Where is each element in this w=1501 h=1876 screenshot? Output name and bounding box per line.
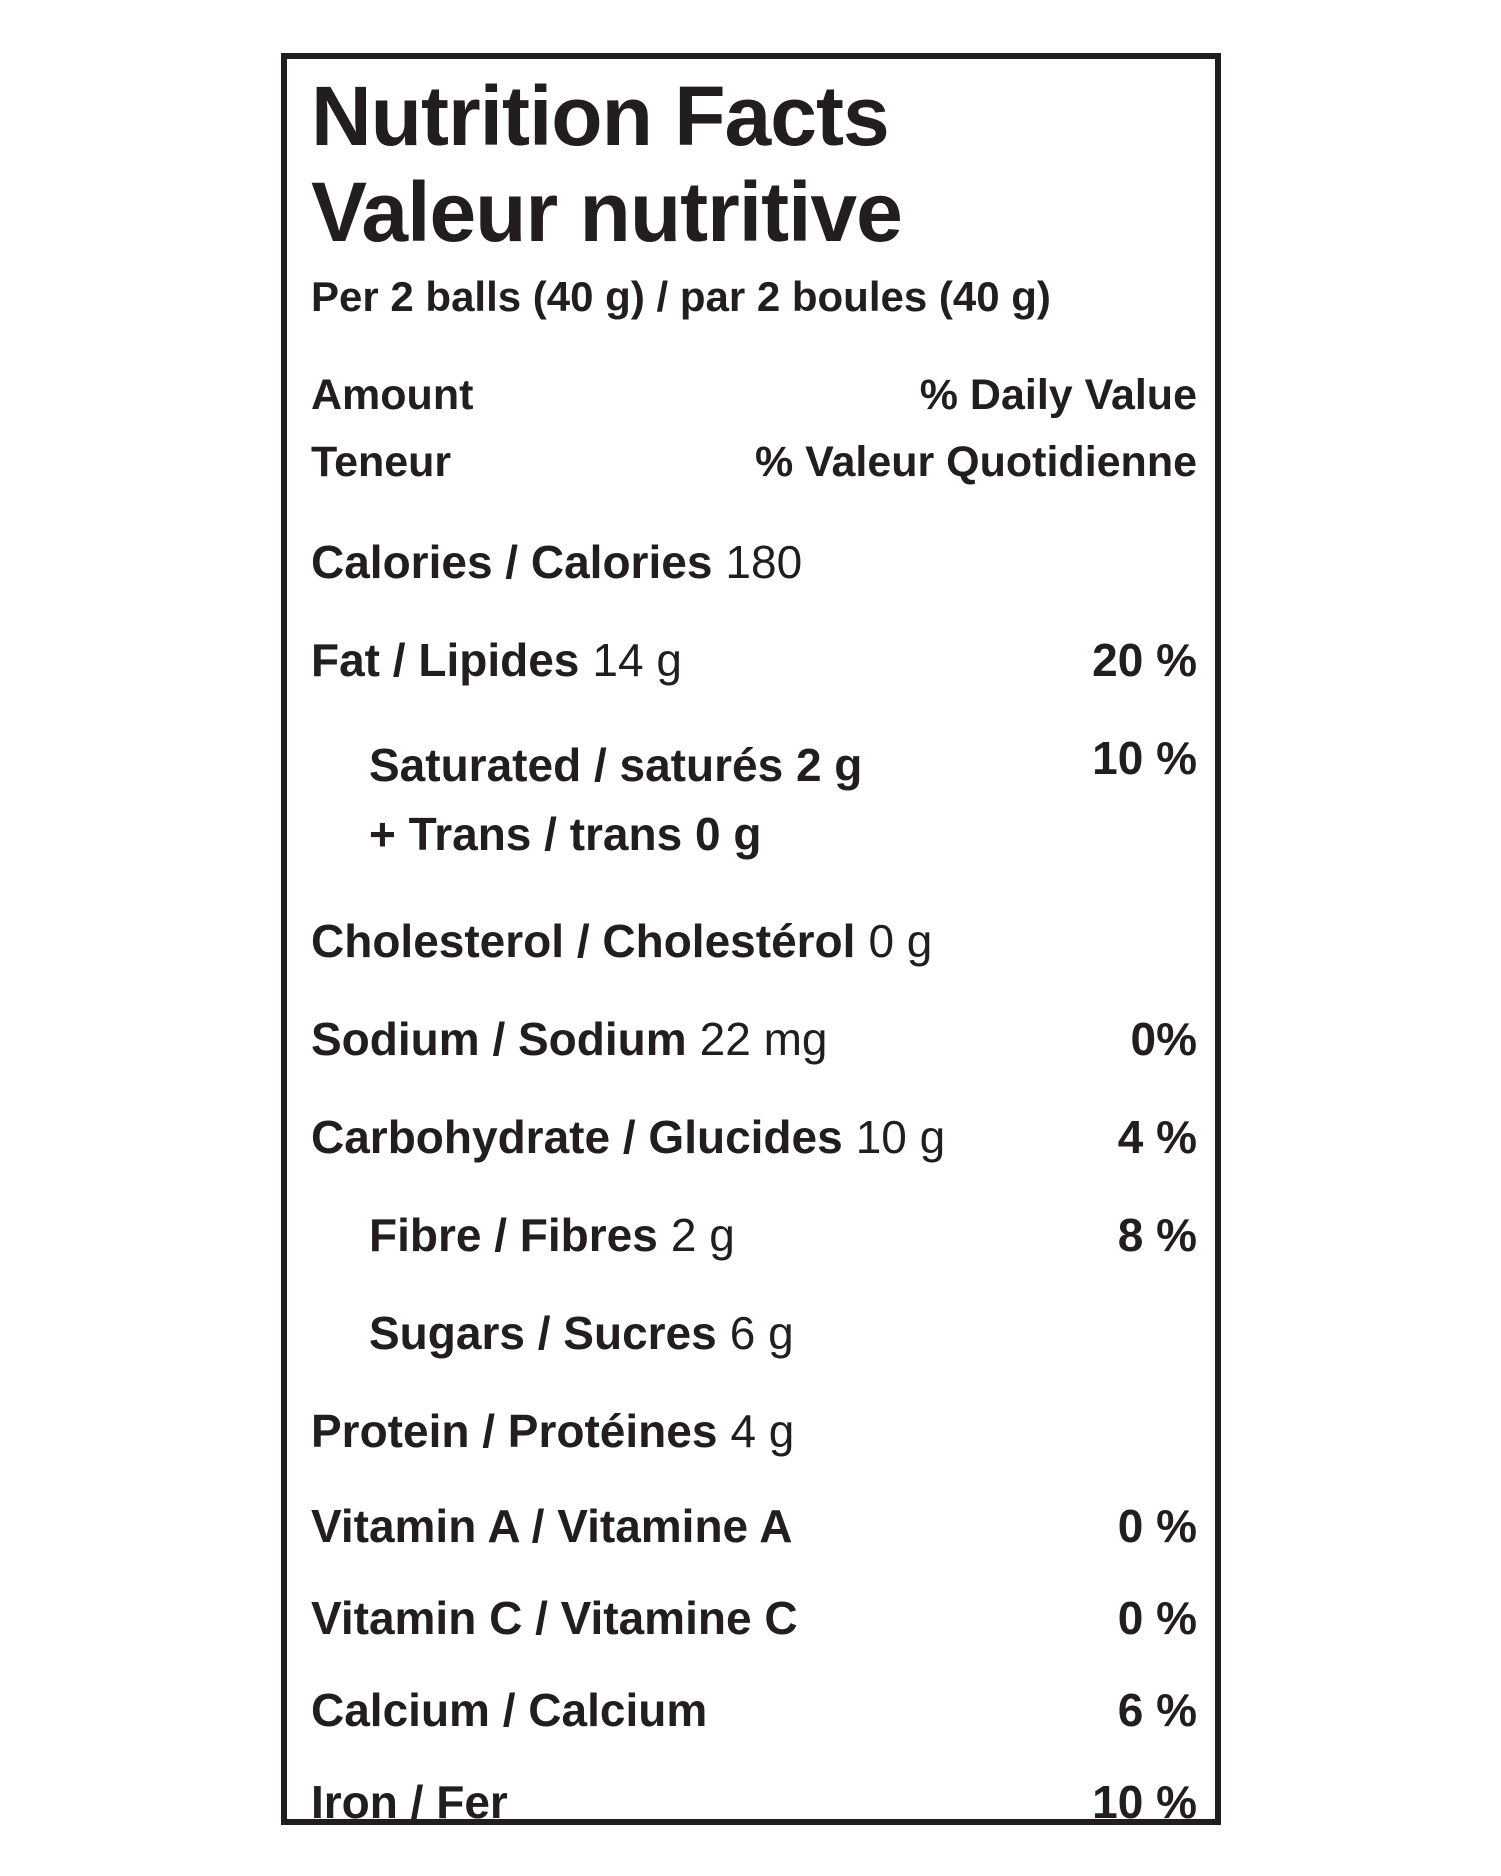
calories-value: 180 (725, 535, 803, 588)
row-sugars (311, 1284, 1197, 1382)
carbohydrate-text (311, 1110, 945, 1164)
row-cholesterol (311, 892, 1197, 990)
fibre-label: Fibre / Fibres (369, 1209, 658, 1262)
daily-value-header-fr: % Valeur Quotidienne (754, 437, 1197, 486)
serving-size: Per 2 balls (40 g) / par 2 boules (40 g) (311, 272, 1051, 320)
fat-label: Fat / Lipides (311, 633, 580, 686)
column-header-row-en (311, 347, 1197, 426)
cholesterol-text (311, 914, 932, 968)
protein-value: 4 g (730, 1405, 795, 1458)
row-saturated-trans (311, 709, 1197, 893)
sodium-label: Sodium / Sodium (311, 1013, 687, 1066)
fat-text (311, 633, 682, 687)
sodium-daily-value: 0% (1130, 1013, 1197, 1066)
vitamin-a-daily-value: 0 % (1117, 1500, 1197, 1553)
row-carbohydrate (311, 1088, 1197, 1186)
vitamin-a-label: Vitamin A / Vitamine A (311, 1500, 793, 1553)
fibre-daily-value: 8 % (1117, 1209, 1197, 1262)
sugars-label: Sugars / Sucres (369, 1307, 717, 1360)
amount-header-en: Amount (311, 370, 474, 419)
carbohydrate-value: 10 g (855, 1111, 946, 1164)
row-sodium (311, 990, 1197, 1088)
sugars-text (369, 1306, 794, 1360)
calcium-label: Calcium / Calcium (311, 1684, 708, 1737)
trans-label: + Trans / trans 0 g (369, 808, 762, 861)
calcium-daily-value: 6 % (1117, 1684, 1197, 1737)
row-vitamin-a (311, 1480, 1197, 1572)
protein-text (311, 1404, 794, 1458)
vitamin-c-daily-value: 0 % (1117, 1592, 1197, 1645)
fat-value: 14 g (592, 633, 682, 686)
row-vitamin-c (311, 1572, 1197, 1664)
cholesterol-value: 0 g (868, 915, 933, 968)
iron-daily-value: 10 % (1092, 1776, 1197, 1829)
iron-label: Iron / Fer (311, 1776, 508, 1829)
daily-value-header-en: % Daily Value (919, 370, 1197, 419)
row-calories (311, 513, 1197, 611)
title-english: Nutrition Facts (311, 69, 889, 163)
saturated-label: Saturated / saturés 2 g (369, 738, 863, 791)
row-iron (311, 1756, 1197, 1848)
saturated-trans-text (369, 731, 862, 871)
protein-label: Protein / Protéines (311, 1405, 718, 1458)
row-protein (311, 1382, 1197, 1480)
cholesterol-label: Cholesterol / Cholestérol (311, 915, 856, 968)
title-french: Valeur nutritive (311, 164, 902, 259)
calories-label: Calories / Calories (311, 535, 713, 588)
row-calcium (311, 1664, 1197, 1756)
row-fat (311, 611, 1197, 709)
row-fibre (311, 1186, 1197, 1284)
sodium-value: 22 mg (699, 1013, 828, 1066)
sugars-value: 6 g (729, 1307, 794, 1360)
nutrition-facts-label (281, 53, 1221, 1829)
sodium-text (311, 1012, 828, 1066)
fibre-value: 2 g (670, 1209, 735, 1262)
vitamin-c-label: Vitamin C / Vitamine C (311, 1592, 798, 1645)
saturated-daily-value: 10 % (1092, 731, 1197, 784)
fibre-text (369, 1208, 735, 1262)
calories-text (311, 535, 802, 589)
carbohydrate-label: Carbohydrate / Glucides (311, 1111, 843, 1164)
column-header-row-fr (311, 426, 1197, 513)
fat-daily-value: 20 % (1092, 633, 1197, 686)
amount-header-fr: Teneur (311, 437, 452, 486)
carbohydrate-daily-value: 4 % (1117, 1111, 1197, 1164)
